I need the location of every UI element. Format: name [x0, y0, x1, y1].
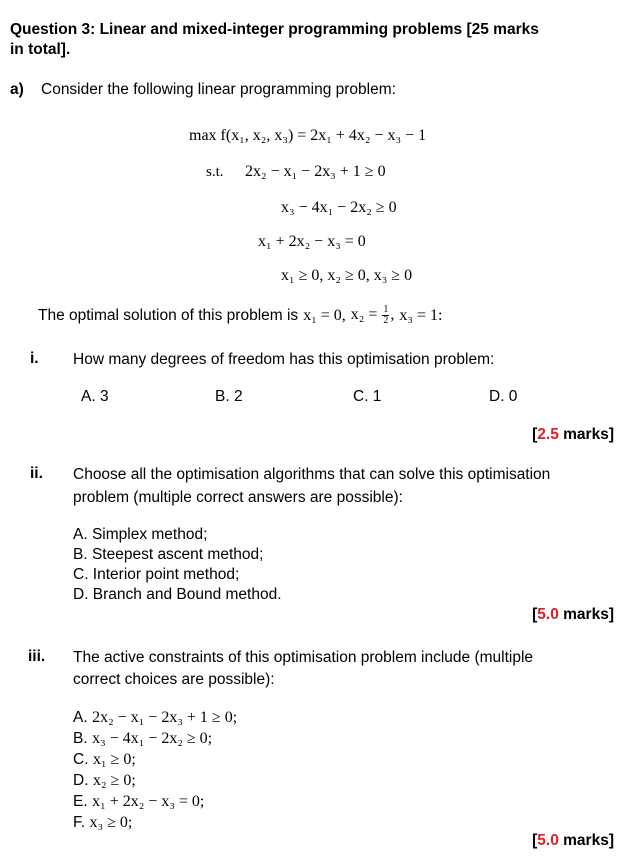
option-expression: x₁ + 2x₂ − x₃ = 0;	[92, 793, 205, 810]
q2-option-a: A. Simplex method;	[73, 526, 208, 543]
question-title-line-1: Question 3: Linear and mixed-integer programming problems [25 marks	[10, 21, 539, 38]
q2-roman: ii.	[30, 465, 43, 482]
q1-marks	[532, 426, 614, 444]
q3-option-b	[73, 729, 212, 749]
constraint-1: 2x₂ − x₁ − 2x₃ + 1 ≥ 0	[245, 163, 386, 180]
option-letter: D.	[73, 772, 89, 789]
solution-x1: x₁ = 0,	[303, 306, 346, 324]
option-letter: C.	[73, 751, 89, 768]
constraint-2: x₃ − 4x₁ − 2x₂ ≥ 0	[281, 199, 397, 216]
q3-option-f	[73, 813, 132, 833]
q3-option-d	[73, 771, 136, 791]
part-a-intro: Consider the following linear programming problem:	[41, 81, 396, 98]
option-expression: x₁ ≥ 0;	[92, 751, 136, 768]
q1-roman: i.	[30, 350, 39, 367]
q2-option-d: D. Branch and Bound method.	[73, 586, 282, 603]
optimal-solution	[38, 305, 442, 326]
q2-option-b: B. Steepest ascent method;	[73, 546, 264, 563]
q1-option-b: B. 2	[215, 388, 243, 405]
option-letter: F.	[73, 814, 86, 831]
part-a-label: a)	[10, 81, 24, 98]
subject-to-label: s.t.	[206, 164, 224, 180]
q3-marks	[532, 832, 614, 850]
objective-function: max f(x₁, x₂, x₃) = 2x₁ + 4x₂ − x₃ − 1	[189, 127, 427, 144]
q1-option-a: A. 3	[81, 388, 109, 405]
marks-value: 5.0	[537, 832, 559, 849]
q3-roman: iii.	[28, 648, 46, 665]
fraction-denominator: 2	[383, 315, 389, 326]
solution-x3: x₃ = 1:	[399, 306, 443, 324]
q1-text: How many degrees of freedom has this optimisation problem:	[73, 351, 495, 368]
option-letter: E.	[73, 793, 88, 810]
marks-value: 5.0	[537, 606, 559, 623]
q3-text-line-2: correct choices are possible):	[73, 671, 275, 688]
q3-text-line-1: The active constraints of this optimisation problem include (multiple	[73, 649, 534, 666]
solution-prefix: The optimal solution of this problem is	[38, 306, 299, 324]
constraint-3: x₁ + 2x₂ − x₃ = 0	[258, 233, 366, 250]
q1-option-d: D. 0	[489, 388, 518, 405]
marks-label: marks]	[558, 606, 614, 623]
marks-bracket: [	[532, 832, 538, 849]
solution-x2-tail: ,	[390, 306, 395, 324]
solution-x2-lhs: x₂ =	[350, 306, 378, 324]
q2-option-c: C. Interior point method;	[73, 566, 240, 583]
q3-option-e	[73, 792, 204, 812]
marks-value: 2.5	[537, 426, 559, 443]
marks-bracket: [	[532, 606, 538, 623]
solution-x2	[351, 305, 395, 326]
marks-label: marks]	[558, 832, 614, 849]
marks-bracket: [	[532, 426, 538, 443]
constraint-4: x₁ ≥ 0, x₂ ≥ 0, x₃ ≥ 0	[281, 267, 413, 284]
q2-text-line-1: Choose all the optimisation algorithms that can solve this optimisation	[73, 466, 551, 483]
option-letter: B.	[73, 730, 88, 747]
q2-marks	[532, 606, 614, 624]
marks-label: marks]	[558, 426, 614, 443]
q3-option-c	[73, 750, 136, 770]
option-expression: x₂ ≥ 0;	[92, 772, 136, 789]
q2-text-line-2: problem (multiple correct answers are possible):	[73, 489, 403, 506]
option-expression: x₃ − 4x₁ − 2x₂ ≥ 0;	[92, 730, 213, 747]
question-title-line-2: in total].	[10, 41, 71, 58]
q3-option-a	[73, 708, 237, 728]
option-expression: x₃ ≥ 0;	[89, 814, 133, 831]
option-letter: A.	[73, 709, 88, 726]
option-expression: 2x₂ − x₁ − 2x₃ + 1 ≥ 0;	[92, 709, 238, 726]
q1-option-c: C. 1	[353, 388, 382, 405]
solution-x2-fraction	[382, 305, 389, 326]
fraction-numerator: 1	[383, 304, 389, 315]
